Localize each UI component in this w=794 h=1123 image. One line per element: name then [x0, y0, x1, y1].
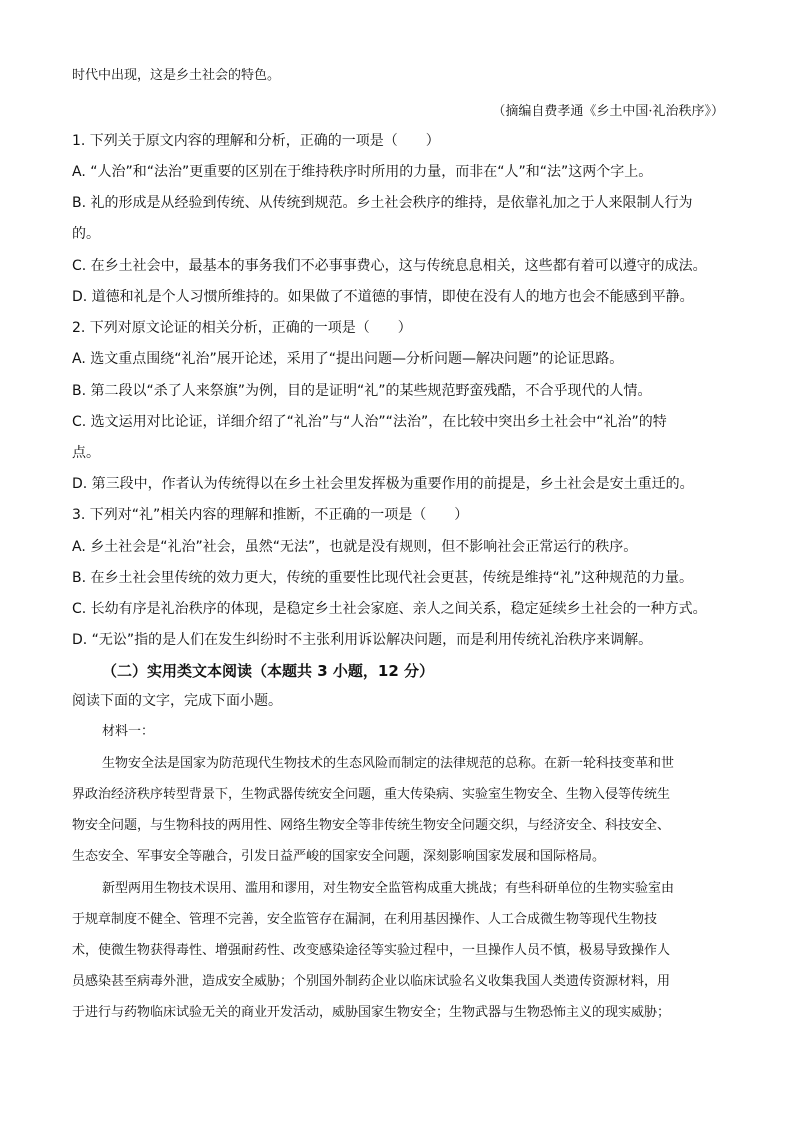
question-1-option-c: C. 在乡土社会中，最基本的事务我们不必事事费心，这与传统息息相关，这些都有着可以遵守的成法。 — [72, 258, 707, 274]
material-line: 员感染甚至病毒外泄，造成安全威胁；个别国外制药企业以临床试验名义收集我国人类遗传资源材料，用 — [72, 974, 671, 989]
question-2-option-c-cont: 点。 — [72, 445, 100, 461]
source-citation: （摘编自费孝通《乡土中国·礼治秩序》） — [492, 104, 724, 119]
question-1-option-a: A. “人治”和“法治”更重要的区别在于维持秩序时所用的力量，而非在“人”和“法”这两个字上。 — [72, 164, 653, 180]
question-1-stem: 1. 下列关于原文内容的理解和分析，正确的一项是（ ） — [72, 133, 440, 149]
question-2-option-b: B. 第二段以“杀了人来祭旗”为例，目的是证明“礼”的某些规范野蛮残酷，不合乎现代的人情。 — [72, 383, 652, 399]
material-line: 生物安全法是国家为防范现代生物技术的生态风险而制定的法律规范的总称。在新一轮科技变革和世 — [102, 756, 675, 771]
question-2-option-a: A. 选文重点围绕“礼治”展开论述，采用了“提出问题—分析问题—解决问题”的论证思路。 — [72, 351, 624, 367]
material-label: 材料一： — [102, 724, 155, 739]
top-line: 时代中出现，这是乡土社会的特色。 — [72, 68, 281, 83]
question-3-option-c: C. 长幼有序是礼治秩序的体现，是稳定乡土社会家庭、亲人之间关系，稳定延续乡土社会的一种方式。 — [72, 601, 707, 617]
material-line: 于进行与药物临床试验无关的商业开发活动，威胁国家生物安全；生物武器与生物恐怖主义的现实威胁； — [72, 1005, 671, 1020]
question-2-option-d: D. 第三段中，作者认为传统得以在乡土社会里发挥极为重要作用的前提是，乡土社会是安土重迁的。 — [72, 476, 694, 492]
question-3-option-d: D. “无讼”指的是人们在发生纠纷时不主张利用诉讼解决问题，而是利用传统礼治秩序来调解。 — [72, 632, 653, 648]
material-line: 于规章制度不健全、管理不完善，安全监管存在漏洞，在利用基因操作、人工合成微生物等现代生物技 — [72, 912, 658, 927]
question-3-option-a: A. 乡土社会是“礼治”社会，虽然“无法”，也就是没有规则，但不影响社会正常运行的秩序。 — [72, 539, 638, 555]
instruction: 阅读下面的文字，完成下面小题。 — [72, 693, 282, 709]
question-1-option-b-cont: 的。 — [72, 226, 100, 242]
section-heading: （二）实用类文本阅读（本题共 3 小题，12 分） — [102, 662, 434, 680]
material-line: 界政治经济秩序转型背景下，生物武器传统安全问题，重大传染病、实验室生物安全、生物入侵等传统生 — [72, 787, 671, 802]
question-2-stem: 2. 下列对原文论证的相关分析，正确的一项是（ ） — [72, 320, 412, 336]
material-line: 生态安全、军事安全等融合，引发日益严峻的国家安全问题，深刻影响国家发展和国际格局。 — [72, 849, 606, 864]
question-3-option-b: B. 在乡土社会里传统的效力更大，传统的重要性比现代社会更甚，传统是维持“礼”这种规范的力量。 — [72, 570, 694, 586]
material-line: 物安全问题，与生物科技的两用性、网络生物安全等非传统生物安全问题交织，与经济安全、科技安全、 — [72, 818, 671, 833]
question-2-option-c: C. 选文运用对比论证，详细介绍了“礼治”与“人治”“法治”，在比较中突出乡土社会中“礼治”的特 — [72, 414, 667, 430]
question-3-stem: 3. 下列对“礼”相关内容的理解和推断，不正确的一项是（ ） — [72, 507, 469, 523]
question-1-option-d: D. 道德和礼是个人习惯所维持的。如果做了不道德的事情，即使在没有人的地方也会不能感到平静。 — [72, 289, 694, 305]
question-1-option-b: B. 礼的形成是从经验到传统、从传统到规范。乡土社会秩序的维持，是依靠礼加之于人来限制人行为 — [72, 195, 693, 211]
material-line: 新型两用生物技术误用、滥用和谬用，对生物安全监管构成重大挑战；有些科研单位的生物实验室由 — [102, 881, 675, 896]
material-line: 术，使微生物获得毒性、增强耐药性、改变感染途径等实验过程中，一旦操作人员不慎，极易导致操作人 — [72, 943, 671, 958]
